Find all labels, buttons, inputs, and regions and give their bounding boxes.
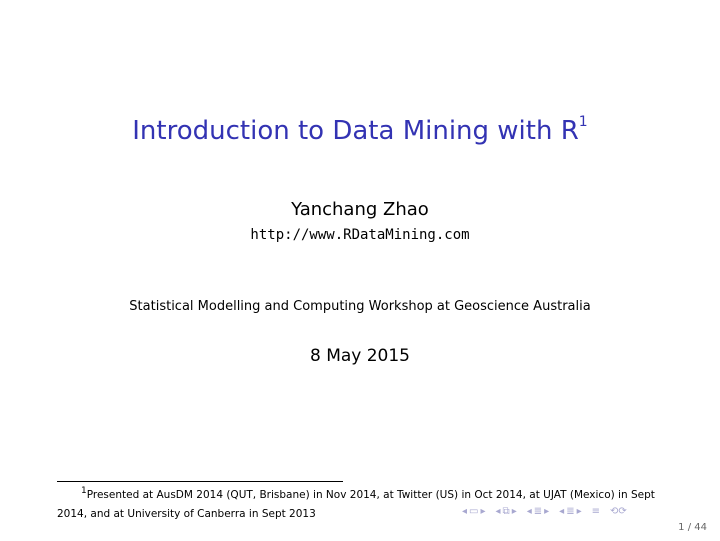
- beamer-navigation: [462, 505, 627, 519]
- nav-prev-section-icon[interactable]: ◂: [526, 506, 532, 517]
- nav-prev-part-icon[interactable]: ◂: [559, 506, 565, 517]
- nav-subsection-icon[interactable]: ⧉: [502, 506, 510, 517]
- title-footnote-mark: 1: [578, 114, 588, 130]
- nav-next-section-icon[interactable]: ▸: [544, 506, 550, 517]
- nav-next-subsection-icon[interactable]: ▸: [511, 506, 517, 517]
- slide-title-text: Introduction to Data Mining with R: [132, 116, 579, 146]
- author-url: http://www.RDataMining.com: [250, 227, 470, 243]
- nav-next-icon[interactable]: ▸: [480, 506, 486, 517]
- footnote-rule: [57, 481, 343, 482]
- nav-search-icon[interactable]: ⟲⟳: [610, 506, 627, 517]
- nav-document-icon[interactable]: ≡: [591, 506, 601, 517]
- slide-title: [0, 116, 720, 146]
- nav-frame-icon[interactable]: ▭: [469, 506, 479, 517]
- author-name: Yanchang Zhao: [291, 199, 429, 220]
- nav-prev-subsection-icon[interactable]: ◂: [495, 506, 501, 517]
- page-number: 1 / 44: [678, 522, 707, 533]
- nav-next-part-icon[interactable]: ▸: [576, 506, 582, 517]
- footnote-text: Presented at AusDM 2014 (QUT, Brisbane) in Nov 2014, at Twitter (US) in Oct 2014, at UJAT (Mexico) in Sept 2014, and at University of Canberra in Sept 2013: [57, 489, 655, 520]
- nav-part-icon[interactable]: ≣: [566, 506, 575, 517]
- nav-section-icon[interactable]: ≣: [533, 506, 543, 517]
- date: 8 May 2015: [309, 346, 411, 366]
- nav-first-icon[interactable]: ◂: [462, 506, 468, 517]
- footnote-mark: 1: [81, 486, 87, 496]
- institute: Statistical Modelling and Computing Workshop at Geoscience Australia: [129, 299, 591, 314]
